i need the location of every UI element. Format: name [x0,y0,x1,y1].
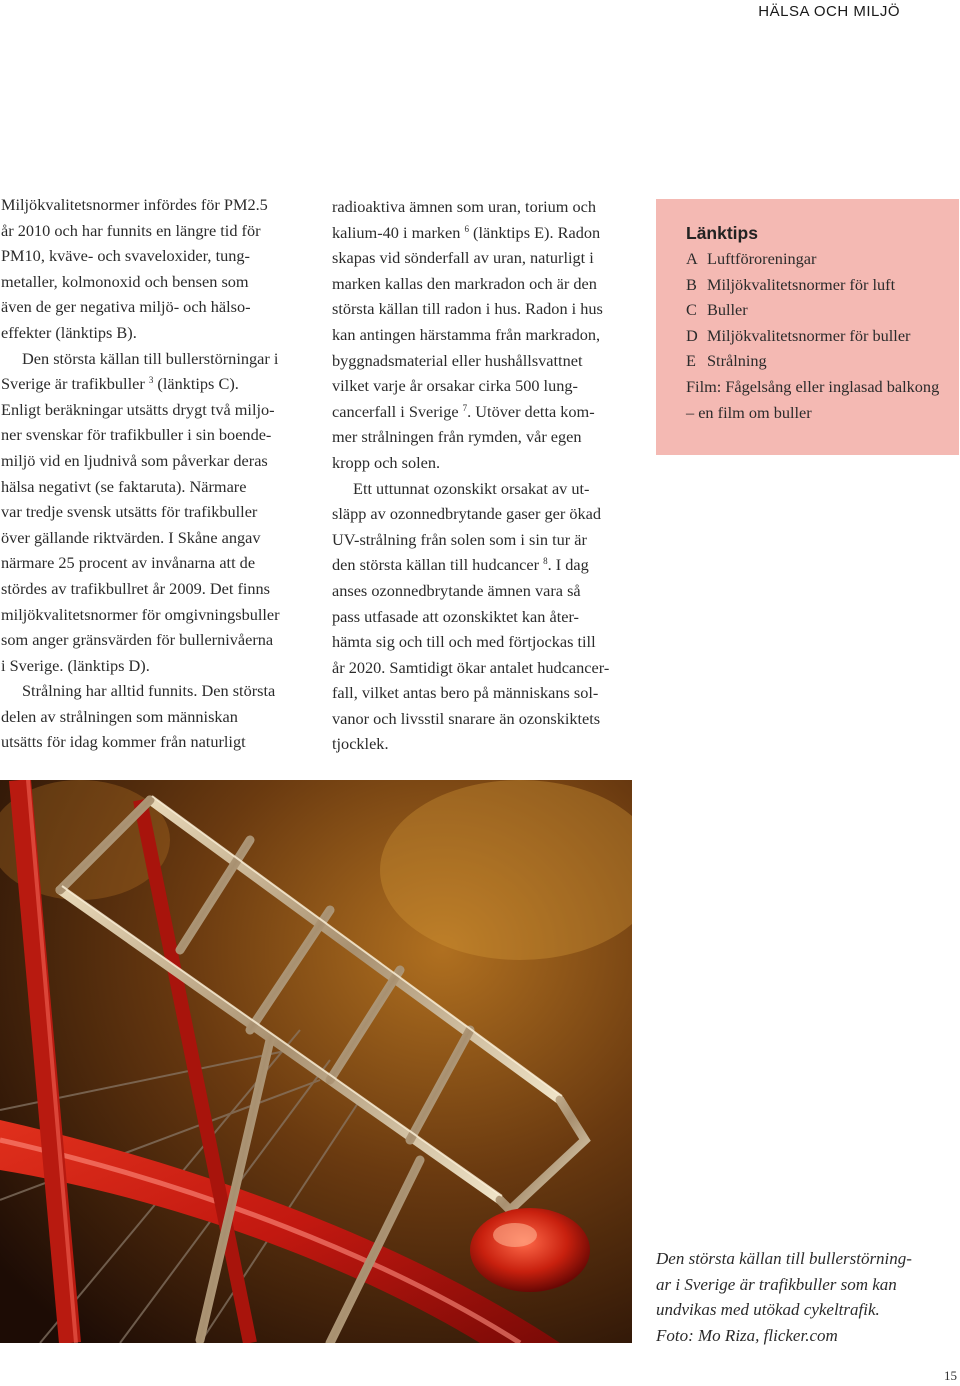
photo-credit: Foto: Mo Riza, flicker.com [656,1325,838,1345]
paragraph-noise: Den största källan till bullerstörningar i Sverige är trafikbuller $^3$ (länktips C). Enligt beräkningar utsätts drygt två miljo- ner svenskar för trafikbuller i sin boende- miljö vid en ljudnivå som påverkar deras hälsa negativt (se faktaruta). Närmare var tredje svensk utsätts för trafikbuller över gällande riktvärden. I Skåne angav närmare 25 procent av invånarna att de stördes av trafikbullret år 2009. Det finns miljökvalitetsnormer för omgivningsbuller som anger gränsvärden för bullernivåerna i Sverige. (länktips D). [1,348,280,675]
link-tip-b[interactable]: B Miljökvalitetsnormer för luft [686,274,896,294]
text-column-1 [1,192,301,755]
bicycle-rack-image [0,780,632,1343]
footnote-ref: 6 [464,223,469,234]
link-tip-c[interactable]: C Buller [686,300,748,320]
footnote-ref: 3 [148,375,154,386]
section-header: HÄLSA OCH MILJÖ [758,3,900,20]
photo-caption: Den största källan till bullerstörning- ar i Sverige är trafikbuller som kan undvikas med utökad cykeltrafik. Foto: Mo Riza, flicker.com [656,1249,912,1345]
paragraph-ozone: Ett uttunnat ozonskikt orsakat av ut- släpp av ozonnedbrytande gaser ger ökad UV-strålning från solen som i sin tur är den största källan till hudcancer $^8$. I dag anses ozonnedbrytande ämnen vara så pass utfasade att ozonskiktet kan åter- hämta sig och till och med förtjockas till år 2020. Samtidigt ökar antalet hudcancer- fall, vilket antas bero på människans sol- vanor och livsstil snarare än ozonskiktets tjocklek. [332,478,610,754]
paragraph-radon: radioaktiva ämnen som uran, torium och kalium-40 i marken $^6$ (länktips E). Radon skapas vid sönderfall av uran, naturligt i marken kallas den markradon och är den största källan till radon i hus. Radon i hus kan antingen härstamma från markradon, byggnadsmaterial eller hushållsvattnet vilket varje år orsakar cirka 500 lung- cancerfall i Sverige $^7$. Utöver detta kom- mer strålningen från rymden, vår egen kropp och solen. [332,197,603,472]
link-tips-title: Länktips [686,223,758,243]
link-tip-d[interactable]: D Miljökvalitetsnormer för buller [686,325,911,345]
link-tips-box [656,199,959,455]
footnote-ref: 8 [543,556,548,567]
paragraph-radiation: Strålning har alltid funnits. Den största delen av strålningen som människan utsätts för idag kommer från naturligt [1,681,276,752]
text-column-2 [332,194,630,757]
paragraph-pm: Miljökvalitetsnormer infördes för PM2.5 år 2010 och har funnits en längre tid för PM10, kväve- och svaveloxider, tung- metaller, kolmonoxid och bensen som även de ger negativa miljö- och hälso- effekter (länktips B). [1,195,268,342]
link-tip-e[interactable]: E Strålning [686,351,767,371]
link-tip-a[interactable]: A Luftföroreningar [686,249,817,268]
bicycle-rack-photo [0,780,632,1343]
page-number: 15 [944,1368,957,1383]
link-tip-film[interactable]: Film: Fågelsång eller inglasad balkong – en film om buller [686,376,940,422]
footnote-ref: 7 [462,402,468,413]
